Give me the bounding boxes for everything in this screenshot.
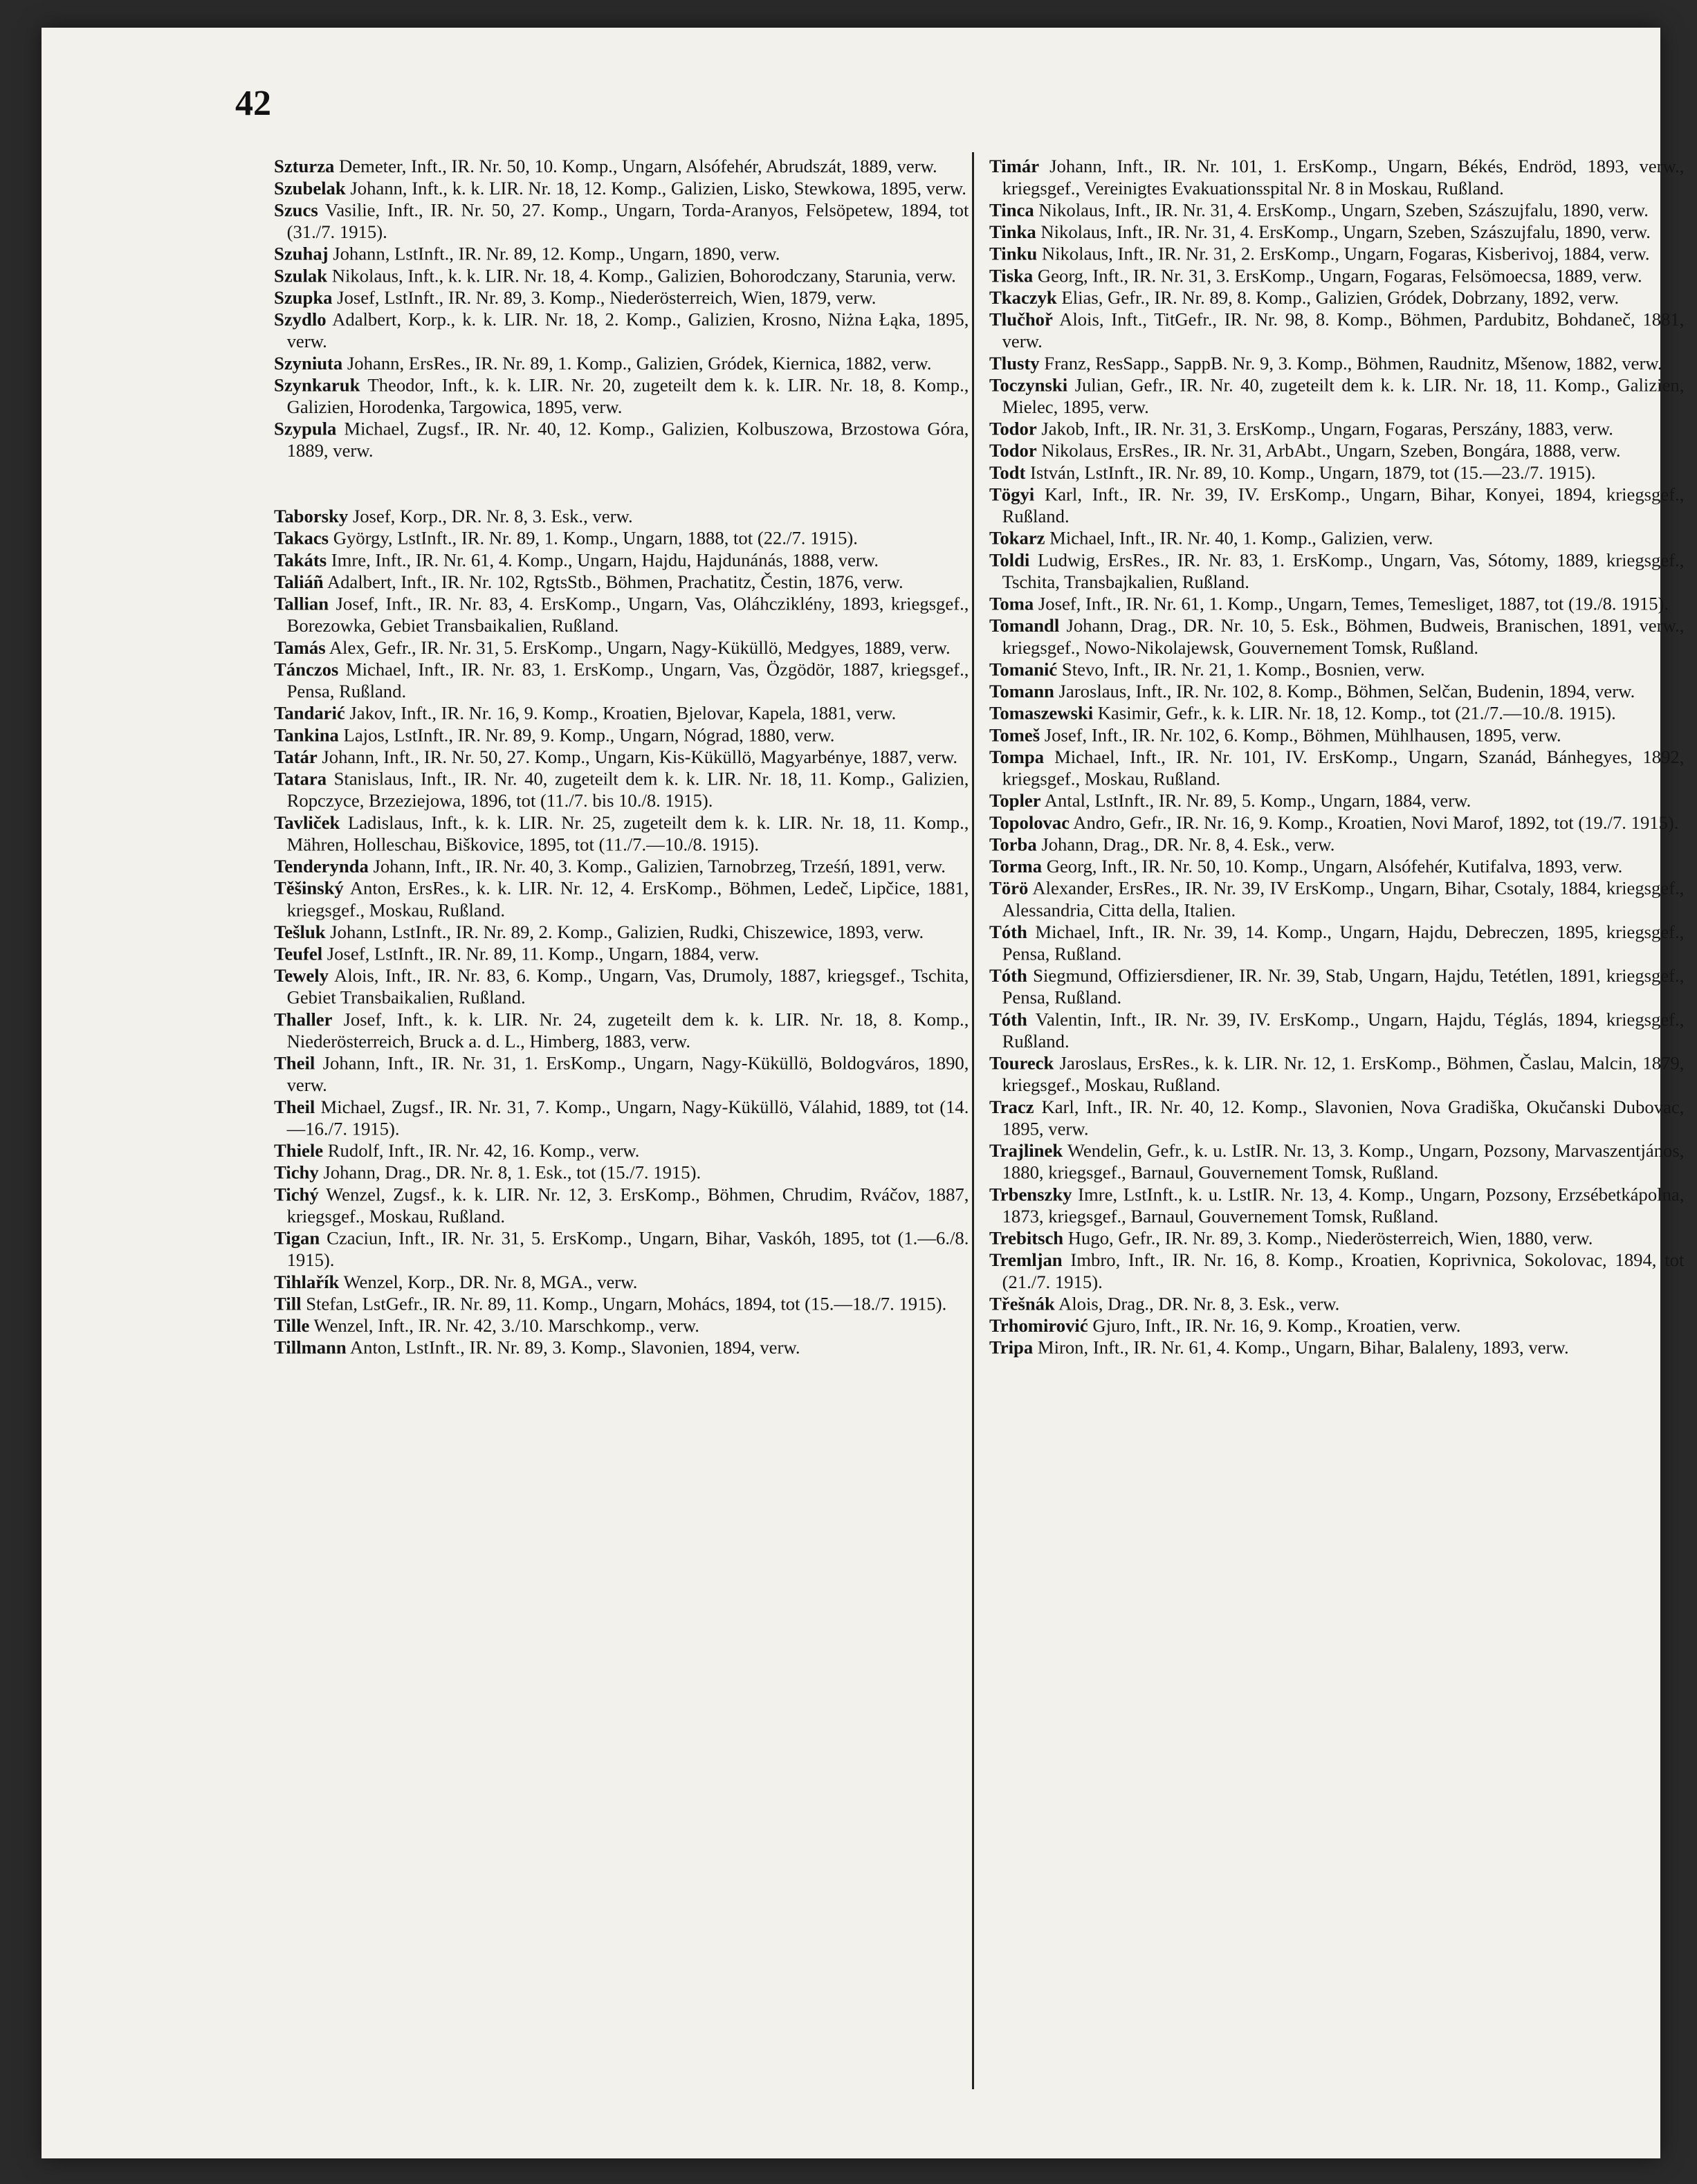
entry-details: Nikolaus, Inft., IR. Nr. 31, 4. ErsKomp., Ungarn, Szeben, Szászujfalu, 1890, verw. <box>1034 200 1649 221</box>
entry-details: Stefan, LstGefr., IR. Nr. 89, 11. Komp., Ungarn, Mohács, 1894, tot (15.—18./7. 1915). <box>301 1294 947 1314</box>
entry-details: Karl, Inft., IR. Nr. 40, 12. Komp., Slavonien, Nova Gradiška, Okučanski Dubovac, 1895, verw. <box>1002 1096 1685 1139</box>
list-entry <box>274 1315 969 1337</box>
entry-surname: Tatár <box>274 746 318 768</box>
entry-details: Jakov, Inft., IR. Nr. 16, 9. Komp., Kroatien, Bjelovar, Kapela, 1881, verw. <box>345 703 897 724</box>
entry-surname: Tinku <box>989 244 1038 264</box>
entry-details: Imre, Inft., IR. Nr. 61, 4. Komp., Ungarn, Hajdu, Hajdunánás, 1888, verw. <box>327 550 879 571</box>
entry-surname: Tichý <box>274 1184 319 1205</box>
list-entry <box>989 1140 1684 1184</box>
entry-surname: Tandarić <box>274 703 345 724</box>
entry-surname: Tompa <box>989 746 1045 768</box>
list-entry <box>274 549 969 571</box>
list-entry <box>274 1272 969 1294</box>
entry-details: Josef, Inft., k. k. LIR. Nr. 24, zugeteilt dem k. k. LIR. Nr. 18, 8. Komp., Niederösterreich, Bruck a. d. L., Himberg, 1883, verw. <box>286 1009 969 1052</box>
entry-details: Michael, Inft., IR. Nr. 83, 1. ErsKomp., Ungarn, Vas, Özgödör, 1887, kriegsgef., Pensa, Rußland. <box>286 659 969 702</box>
list-entry <box>274 637 969 659</box>
entry-surname: Szuhaj <box>274 244 329 264</box>
entry-details: Franz, ResSapp., SappB. Nr. 9, 3. Komp., Böhmen, Raudnitz, Mšenow, 1882, verw. <box>1039 353 1662 374</box>
list-entry <box>989 156 1684 199</box>
entry-details: Andro, Gefr., IR. Nr. 16, 9. Komp., Kroatien, Novi Marof, 1892, tot (19./7. 1915). <box>1070 812 1679 833</box>
list-entry <box>989 418 1684 440</box>
entry-details: Georg, Inft., IR. Nr. 50, 10. Komp., Ungarn, Alsófehér, Kutifalva, 1893, verw. <box>1042 856 1623 877</box>
entry-surname: Topolovac <box>989 812 1070 833</box>
entry-surname: Tomann <box>989 681 1054 702</box>
entry-surname: Tillmann <box>274 1337 347 1358</box>
list-entry <box>274 1337 969 1359</box>
entry-surname: Tavliček <box>274 812 340 833</box>
entry-surname: Taborsky <box>274 506 349 527</box>
list-entry <box>274 353 969 375</box>
list-entry <box>989 374 1684 418</box>
entry-details: Michael, Inft., IR. Nr. 101, IV. ErsKomp., Ungarn, Szanád, Bánhegyes, 1892, kriegsgef., Moskau, Rußland. <box>1002 746 1685 789</box>
list-entry <box>989 528 1684 550</box>
list-entry <box>274 746 969 769</box>
entry-details: Stanislaus, Inft., IR. Nr. 40, zugeteilt dem k. k. LIR. Nr. 18, 11. Komp., Galizien, Ropczyce, Brzeziejowa, 1896, tot (11./7. bis 10./8. 1915). <box>286 769 969 811</box>
entry-surname: Szypula <box>274 419 337 439</box>
entry-surname: Taliáñ <box>274 572 324 593</box>
entry-details: Wenzel, Korp., DR. Nr. 8, MGA., verw. <box>339 1272 638 1292</box>
entry-details: Wenzel, Zugsf., k. k. LIR. Nr. 12, 3. ErsKomp., Böhmen, Chrudim, Rváčov, 1887, kriegsgef., Moskau, Rußland. <box>286 1184 969 1227</box>
entry-details: Valentin, Inft., IR. Nr. 39, IV. ErsKomp., Ungarn, Hajdu, Téglás, 1894, kriegsgef., Rußland. <box>1002 1009 1685 1052</box>
list-entry <box>989 1009 1684 1052</box>
list-entry <box>274 265 969 287</box>
entry-surname: Tatara <box>274 769 327 789</box>
list-entry <box>989 440 1684 462</box>
list-entry <box>274 309 969 352</box>
list-entry <box>989 965 1684 1009</box>
entry-surname: Tóth <box>989 1009 1027 1030</box>
list-entry <box>274 1293 969 1315</box>
entry-details: Imbro, Inft., IR. Nr. 16, 8. Komp., Kroatien, Koprivnica, Sokolovac, 1894, tot (21./7. 1915). <box>1002 1250 1685 1292</box>
entry-surname: Tomaszewski <box>989 703 1094 724</box>
entry-details: Johann, Inft., IR. Nr. 50, 27. Komp., Ungarn, Kis-Küküllö, Magyarbénye, 1887, verw. <box>317 746 958 768</box>
entry-details: Czaciun, Inft., IR. Nr. 31, 5. ErsKomp., Ungarn, Bihar, Vaskóh, 1895, tot (1.—6./8. 1915). <box>286 1228 969 1271</box>
list-entry <box>989 1293 1684 1315</box>
entry-details: Alex, Gefr., IR. Nr. 31, 5. ErsKomp., Ungarn, Nagy-Küküllö, Medgyes, 1889, verw. <box>325 637 951 659</box>
list-entry <box>989 659 1684 681</box>
list-entry <box>989 1337 1684 1359</box>
entry-surname: Szyniuta <box>274 353 343 374</box>
entry-surname: Theil <box>274 1096 315 1118</box>
entry-details: Michael, Zugsf., IR. Nr. 40, 12. Komp., Galizien, Kolbuszowa, Brzostowa Góra, 1889, verw. <box>286 419 969 461</box>
entry-surname: Szulak <box>274 266 328 286</box>
entry-details: Georg, Inft., IR. Nr. 31, 3. ErsKomp., Ungarn, Fogaras, Felsömoecsa, 1889, verw. <box>1033 266 1642 286</box>
entry-surname: Till <box>274 1294 302 1314</box>
list-entry <box>274 243 969 265</box>
page-number: 42 <box>235 84 271 123</box>
right-column <box>989 156 1684 1359</box>
left-column <box>274 156 969 1359</box>
entry-details: Rudolf, Inft., IR. Nr. 42, 16. Komp., verw. <box>323 1141 640 1162</box>
entry-details: István, LstInft., IR. Nr. 89, 10. Komp., Ungarn, 1879, tot (15.—23./7. 1915). <box>1025 462 1596 484</box>
list-entry <box>989 549 1684 593</box>
list-entry <box>989 309 1684 352</box>
list-entry <box>274 199 969 243</box>
entry-surname: Tomeš <box>989 725 1040 746</box>
entry-details: Johann, LstInft., IR. Nr. 89, 12. Komp., Ungarn, 1890, verw. <box>328 244 780 264</box>
entry-surname: Tomandl <box>989 616 1060 636</box>
entry-surname: Trajlinek <box>989 1141 1063 1162</box>
entry-details: Vasilie, Inft., IR. Nr. 50, 27. Komp., Ungarn, Torda-Aranyos, Felsöpetew, 1894, tot (31./7. 1915). <box>286 200 969 243</box>
list-entry <box>989 834 1684 856</box>
list-entry <box>989 856 1684 878</box>
list-entry <box>274 156 969 178</box>
entry-surname: Tögyi <box>989 484 1035 505</box>
list-entry <box>989 724 1684 746</box>
list-entry <box>274 1096 969 1140</box>
entry-surname: Thaller <box>274 1009 333 1030</box>
entry-surname: Tille <box>274 1316 310 1337</box>
entry-details: Demeter, Inft., IR. Nr. 50, 10. Komp., Ungarn, Alsófehér, Abrudszát, 1889, verw. <box>334 156 937 177</box>
entry-surname: Toureck <box>989 1053 1054 1074</box>
list-entry <box>989 703 1684 725</box>
entry-details: Josef, LstInft., IR. Nr. 89, 3. Komp., Niederösterreich, Wien, 1879, verw. <box>332 287 877 309</box>
entry-surname: Todt <box>989 462 1026 484</box>
entry-details: Josef, Korp., DR. Nr. 8, 3. Esk., verw. <box>348 506 633 527</box>
entry-details: György, LstInft., IR. Nr. 89, 1. Komp., Ungarn, 1888, tot (22./7. 1915). <box>329 528 858 549</box>
entry-details: Josef, Inft., IR. Nr. 61, 1. Komp., Ungarn, Temes, Temesliget, 1887, tot (19./8. 1915). <box>1034 594 1669 614</box>
entry-surname: Theil <box>274 1053 315 1074</box>
list-entry <box>989 287 1684 309</box>
column-divider <box>972 152 974 2089</box>
entry-surname: Tremljan <box>989 1250 1063 1271</box>
entry-surname: Tamás <box>274 637 326 659</box>
list-entry <box>274 287 969 309</box>
list-entry <box>274 506 969 528</box>
entry-surname: Tóth <box>989 966 1027 987</box>
list-entry <box>274 943 969 965</box>
entry-surname: Törö <box>989 878 1029 899</box>
entry-surname: Tomanić <box>989 659 1058 680</box>
list-entry <box>989 746 1684 790</box>
list-entry <box>989 1249 1684 1293</box>
entry-details: Alexander, ErsRes., IR. Nr. 39, IV ErsKomp., Ungarn, Bihar, Csotaly, 1884, kriegsgef., Alessandria, Citta della, Italien. <box>1002 878 1685 921</box>
entry-details: Johann, Inft., IR. Nr. 31, 1. ErsKomp., Ungarn, Nagy-Küküllö, Boldogváros, 1890, verw. <box>286 1053 969 1096</box>
entry-details: Gjuro, Inft., IR. Nr. 16, 9. Komp., Kroatien, verw. <box>1088 1316 1461 1337</box>
list-entry <box>989 243 1684 265</box>
entry-surname: Szubelak <box>274 178 346 199</box>
entry-details: Elias, Gefr., IR. Nr. 89, 8. Komp., Galizien, Gródek, Dobrzany, 1892, verw. <box>1056 287 1620 309</box>
entry-details: Stevo, Inft., IR. Nr. 21, 1. Komp., Bosnien, verw. <box>1057 659 1425 680</box>
list-entry <box>989 353 1684 375</box>
list-entry <box>274 593 969 636</box>
entry-details: Miron, Inft., IR. Nr. 61, 4. Komp., Ungarn, Bihar, Balaleny, 1893, verw. <box>1033 1337 1569 1358</box>
entry-details: Ludwig, ErsRes., IR. Nr. 83, 1. ErsKomp., Ungarn, Vas, Sótomy, 1889, kriegsgef., Tschita, Transbajkalien, Rußland. <box>1002 550 1685 593</box>
list-entry <box>989 593 1684 615</box>
entry-surname: Szydlo <box>274 309 327 330</box>
entry-details: Alois, Inft., IR. Nr. 83, 6. Komp., Ungarn, Vas, Drumoly, 1887, kriegsgef., Tschita, Gebiet Transbaikalien, Rußland. <box>286 966 969 1008</box>
list-entry <box>989 484 1684 527</box>
list-entry <box>274 965 969 1009</box>
entry-details: Nikolaus, Inft., k. k. LIR. Nr. 18, 4. Komp., Galizien, Bohorodczany, Starunia, verw. <box>327 266 956 286</box>
list-entry <box>989 615 1684 659</box>
list-entry <box>989 1315 1684 1337</box>
entry-details: Julian, Gefr., IR. Nr. 40, zugeteilt dem k. k. LIR. Nr. 18, 11. Komp., Galizien, Mielec, 1895, verw. <box>1002 375 1685 418</box>
entry-surname: Torma <box>989 856 1043 877</box>
entry-surname: Timár <box>989 156 1040 177</box>
entry-surname: Tiska <box>989 266 1034 286</box>
entry-surname: Todor <box>989 419 1037 439</box>
entry-surname: Tewely <box>274 966 329 987</box>
list-entry <box>274 703 969 725</box>
entry-surname: Topler <box>989 791 1041 811</box>
list-entry <box>989 221 1684 244</box>
entry-surname: Tóth <box>989 921 1027 943</box>
entry-details: Ladislaus, Inft., k. k. LIR. Nr. 25, zugeteilt dem k. k. LIR. Nr. 18, 11. Komp., Mähren, Holleschau, Biškovice, 1895, tot (11./7.—10./8. 1915). <box>286 812 969 855</box>
entry-surname: Todor <box>989 441 1037 461</box>
list-entry <box>989 681 1684 703</box>
entry-surname: Szupka <box>274 287 333 309</box>
entry-details: Jakob, Inft., IR. Nr. 31, 3. ErsKomp., Ungarn, Fogaras, Perszány, 1883, verw. <box>1036 419 1613 439</box>
entry-details: Josef, Inft., IR. Nr. 102, 6. Komp., Böhmen, Mühlhausen, 1895, verw. <box>1040 725 1561 746</box>
entry-details: Josef, Inft., IR. Nr. 83, 4. ErsKomp., Ungarn, Vas, Oláhcziklény, 1893, kriegsgef., Borezowka, Gebiet Transbaikalien, Rußland. <box>286 594 969 636</box>
entry-details: Nikolaus, Inft., IR. Nr. 31, 4. ErsKomp., Ungarn, Szeben, Szászujfalu, 1890, verw. <box>1036 222 1651 243</box>
list-entry <box>274 1009 969 1052</box>
entry-details: Michael, Zugsf., IR. Nr. 31, 7. Komp., Ungarn, Nagy-Küküllö, Válahid, 1889, tot (14.—16./7. 1915). <box>286 1096 969 1139</box>
list-entry <box>274 1184 969 1227</box>
entry-details: Lajos, LstInft., IR. Nr. 89, 9. Komp., Ungarn, Nógrad, 1880, verw. <box>338 725 835 746</box>
entry-surname: Tánczos <box>274 659 339 680</box>
entry-surname: Těšinský <box>274 878 344 899</box>
list-entry <box>274 921 969 944</box>
document-page <box>42 28 1685 2158</box>
list-entry <box>989 265 1684 287</box>
entry-details: Anton, LstInft., IR. Nr. 89, 3. Komp., Slavonien, 1894, verw. <box>346 1337 800 1358</box>
list-entry <box>989 877 1684 921</box>
list-entry <box>274 178 969 200</box>
entry-details: Alois, Drag., DR. Nr. 8, 3. Esk., verw. <box>1054 1294 1340 1314</box>
list-entry <box>274 571 969 594</box>
entry-details: Jaroslaus, ErsRes., k. k. LIR. Nr. 12, 1. ErsKomp., Böhmen, Časlau, Malcin, 1879, kriegsgef., Moskau, Rußland. <box>1002 1053 1685 1096</box>
entry-surname: Szucs <box>274 200 318 221</box>
entry-details: Johann, Inft., IR. Nr. 40, 3. Komp., Galizien, Tarnobrzeg, Trześń, 1891, verw. <box>368 856 946 877</box>
list-entry <box>274 856 969 878</box>
entry-details: Johann, Drag., DR. Nr. 10, 5. Esk., Böhmen, Budweis, Branischen, 1891, verw., kriegsgef., Nowo-Nikolajewsk, Gouvernement Tomsk, Rußland. <box>1002 616 1685 659</box>
list-entry <box>274 374 969 418</box>
list-entry <box>989 199 1684 221</box>
list-entry <box>274 768 969 811</box>
entry-surname: Tlusty <box>989 353 1040 374</box>
entry-details: Theodor, Inft., k. k. LIR. Nr. 20, zugeteilt dem k. k. LIR. Nr. 18, 8. Komp., Galizien, Horodenka, Targowica, 1895, verw. <box>286 375 969 418</box>
list-entry <box>274 1162 969 1184</box>
entry-surname: Tankina <box>274 725 339 746</box>
list-entry <box>989 1184 1684 1227</box>
entry-surname: Tešluk <box>274 921 326 943</box>
entry-surname: Tinca <box>989 200 1034 221</box>
entry-surname: Szynkaruk <box>274 375 360 396</box>
entry-details: Michael, Inft., IR. Nr. 40, 1. Komp., Galizien, verw. <box>1045 528 1433 549</box>
entry-details: Anton, ErsRes., k. k. LIR. Nr. 12, 4. ErsKomp., Böhmen, Ledeč, Lipčice, 1881, kriegsgef., Moskau, Rußland. <box>286 878 969 921</box>
list-entry <box>989 1096 1684 1140</box>
entry-details: Josef, LstInft., IR. Nr. 89, 11. Komp., Ungarn, 1884, verw. <box>322 944 760 964</box>
entry-details: Imre, LstInft., k. u. LstIR. Nr. 13, 4. Komp., Ungarn, Pozsony, Erzsébetkápolna, 1873, kriegsgef., Barnaul, Gouvernement Tomsk, Rußland. <box>1002 1184 1685 1227</box>
entry-surname: Tkaczyk <box>989 287 1057 309</box>
entry-surname: Takáts <box>274 550 327 571</box>
entry-details: Karl, Inft., IR. Nr. 39, IV. ErsKomp., Ungarn, Bihar, Konyei, 1894, kriegsgef., Rußland. <box>1002 484 1685 527</box>
entry-surname: Tichy <box>274 1162 319 1183</box>
entry-details: Siegmund, Offiziersdiener, IR. Nr. 39, Stab, Ungarn, Hajdu, Tetétlen, 1891, kriegsgef., Pensa, Rußland. <box>1002 966 1685 1008</box>
entry-surname: Tokarz <box>989 528 1045 549</box>
list-entry <box>274 528 969 550</box>
entry-surname: Toldi <box>989 550 1030 571</box>
entry-surname: Trhomirović <box>989 1316 1088 1337</box>
entry-details: Adalbert, Korp., k. k. LIR. Nr. 18, 2. Komp., Galizien, Krosno, Niżna Łąka, 1895, verw. <box>286 309 969 352</box>
entry-surname: Tracz <box>989 1096 1034 1118</box>
entry-details: Johann, Inft., IR. Nr. 101, 1. ErsKomp., Ungarn, Békés, Endröd, 1893, verw., kriegsgef., Vereinigtes Evakuationsspital Nr. 8 in Moskau, Rußland. <box>1002 156 1685 199</box>
entry-details: Johann, ErsRes., IR. Nr. 89, 1. Komp., Galizien, Gródek, Kiernica, 1882, verw. <box>342 353 932 374</box>
entry-details: Michael, Inft., IR. Nr. 39, 14. Komp., Ungarn, Hajdu, Debreczen, 1895, kriegsgef., Pensa, Rußland. <box>1002 921 1685 964</box>
entry-surname: Trebitsch <box>989 1228 1064 1249</box>
list-entry <box>274 1140 969 1162</box>
entry-surname: Toma <box>989 594 1034 614</box>
list-entry <box>989 921 1684 965</box>
entry-surname: Tripa <box>989 1337 1034 1358</box>
list-entry <box>989 790 1684 812</box>
entry-details: Adalbert, Inft., IR. Nr. 102, RgtsStb., Böhmen, Prachatitz, Čestin, 1876, verw. <box>323 572 903 593</box>
list-entry <box>274 1227 969 1271</box>
list-entry <box>989 812 1684 834</box>
entry-surname: Tlučhoř <box>989 309 1053 330</box>
entry-surname: Torba <box>989 834 1037 855</box>
list-entry <box>274 877 969 921</box>
entry-surname: Tinka <box>989 222 1036 243</box>
entry-details: Wenzel, Inft., IR. Nr. 42, 3./10. Marschkomp., verw. <box>309 1316 699 1337</box>
entry-details: Wendelin, Gefr., k. u. LstIR. Nr. 13, 3. Komp., Ungarn, Pozsony, Marvaszentjános, 1880, kriegsgef., Barnaul, Gouvernement Tomsk, Rußland. <box>1002 1141 1685 1183</box>
entry-details: Alois, Inft., TitGefr., IR. Nr. 98, 8. Komp., Böhmen, Pardubitz, Bohdaneč, 1881, verw. <box>1002 309 1685 352</box>
entry-details: Johann, Drag., DR. Nr. 8, 1. Esk., tot (15./7. 1915). <box>318 1162 701 1183</box>
entry-details: Antal, LstInft., IR. Nr. 89, 5. Komp., Ungarn, 1884, verw. <box>1040 791 1471 811</box>
list-entry <box>989 462 1684 484</box>
list-entry <box>274 418 969 461</box>
entry-surname: Tihlařík <box>274 1272 340 1292</box>
entry-surname: Trbenszky <box>989 1184 1072 1205</box>
entry-details: Kasimir, Gefr., k. k. LIR. Nr. 18, 12. Komp., tot (21./7.—10./8. 1915). <box>1093 703 1616 724</box>
entry-surname: Třešnák <box>989 1294 1055 1314</box>
list-entry <box>274 659 969 702</box>
entry-details: Johann, Drag., DR. Nr. 8, 4. Esk., verw. <box>1036 834 1335 855</box>
entry-surname: Toczynski <box>989 375 1068 396</box>
entry-details: Jaroslaus, Inft., IR. Nr. 102, 8. Komp., Böhmen, Selčan, Budenin, 1894, verw. <box>1054 681 1635 702</box>
entry-details: Johann, Inft., k. k. LIR. Nr. 18, 12. Komp., Galizien, Lisko, Stewkowa, 1895, verw. <box>345 178 966 199</box>
entry-surname: Szturza <box>274 156 335 177</box>
entry-details: Nikolaus, Inft., IR. Nr. 31, 2. ErsKomp., Ungarn, Fogaras, Kisberivoj, 1884, verw. <box>1037 244 1650 264</box>
entry-surname: Takacs <box>274 528 329 549</box>
list-entry <box>274 724 969 746</box>
entry-surname: Tigan <box>274 1228 320 1249</box>
entry-details: Nikolaus, ErsRes., IR. Nr. 31, ArbAbt., Ungarn, Szeben, Bongára, 1888, verw. <box>1036 441 1621 461</box>
entry-surname: Tenderynda <box>274 856 369 877</box>
list-entry <box>274 1052 969 1096</box>
list-entry <box>989 1227 1684 1249</box>
entry-surname: Thiele <box>274 1141 324 1162</box>
entry-details: Johann, LstInft., IR. Nr. 89, 2. Komp., Galizien, Rudki, Chiszewice, 1893, verw. <box>325 921 924 943</box>
entry-details: Hugo, Gefr., IR. Nr. 89, 3. Komp., Niederösterreich, Wien, 1880, verw. <box>1063 1228 1593 1249</box>
entry-surname: Teufel <box>274 944 323 964</box>
list-entry <box>274 812 969 856</box>
entry-surname: Tallian <box>274 594 329 614</box>
list-entry <box>989 1052 1684 1096</box>
